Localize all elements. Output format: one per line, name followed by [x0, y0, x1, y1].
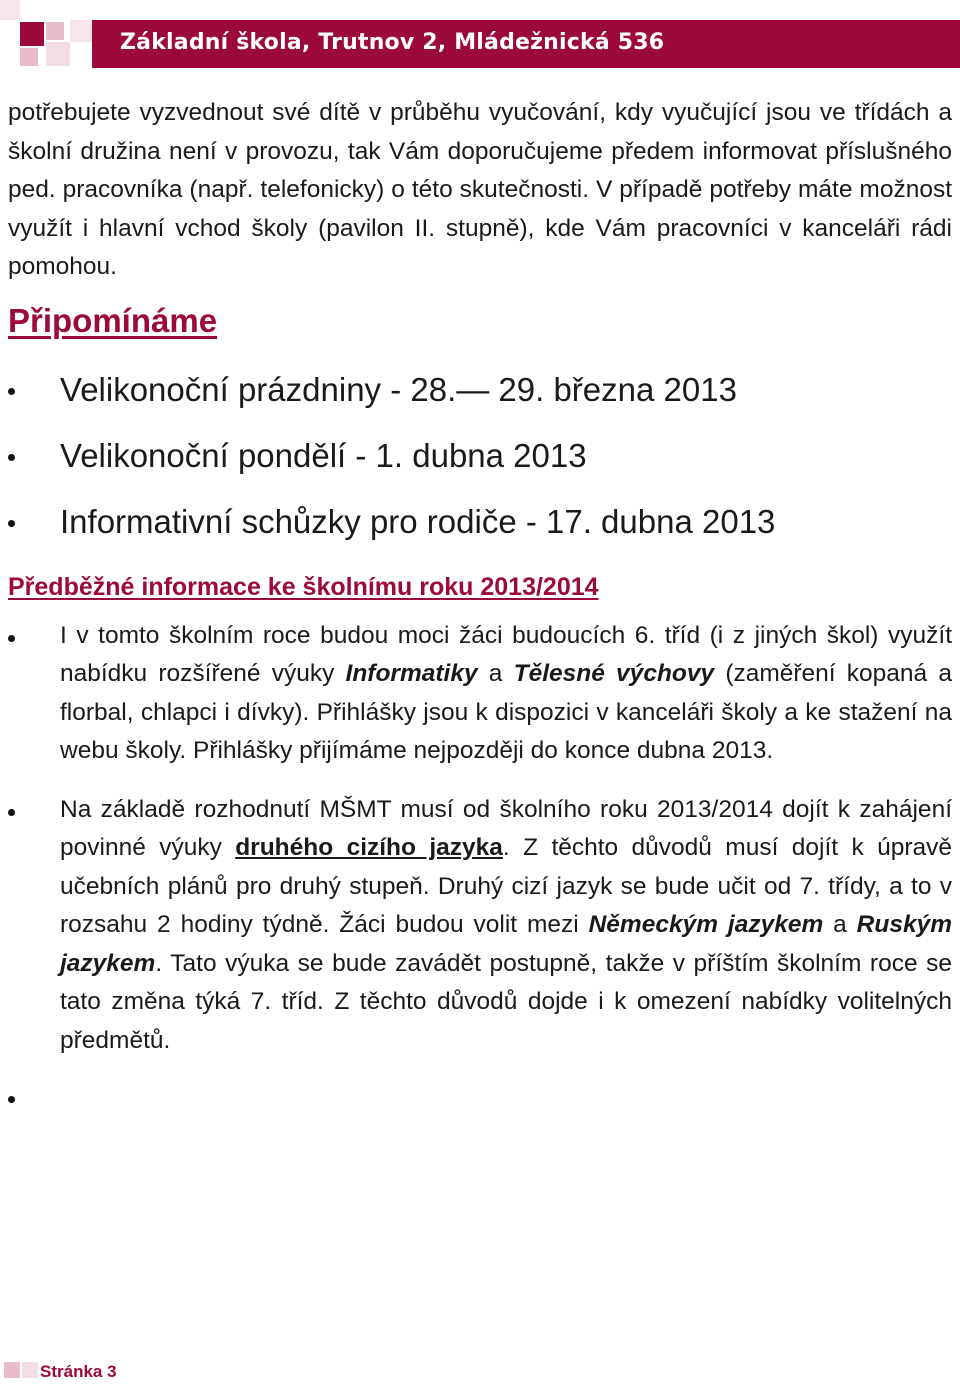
decor-square [22, 1362, 38, 1378]
page-footer [0, 1358, 300, 1386]
reminders-heading: Připomínáme [8, 301, 218, 339]
list-item-empty [8, 1078, 952, 1116]
list-item: Na základě rozhodnutí MŠMT musí od školního roku 2013/2014 dojít k zahájení povinné výuky druhého cizího jazyka. Z těchto důvodů musí dojít k úpravě učebních plánů pro druhý stupeň. Druhý cizí jazyk se bude učit od 7. třídy, a to v rozsahu 2 hodiny týdně. Žáci budou volit mezi Německým jazykem a Ruským jazykem. Tato výuka se bude zavádět postupně, takže v příštím školním roce se tato změna týká 7. tříd. Z těchto důvodů dojde i k omezení nabídky volitelných předmětů. [8, 791, 952, 1061]
decor-square [0, 0, 20, 20]
bullet-icon [8, 1096, 15, 1103]
decor-square [20, 48, 38, 66]
bullet-icon [8, 520, 15, 527]
list-item: Informativní schůzky pro rodiče - 17. dubna 2013 [8, 489, 952, 555]
page-number: Stránka 3 [40, 1362, 117, 1381]
bullet-icon [8, 388, 15, 395]
list-item: Velikonoční pondělí - 1. dubna 2013 [8, 423, 952, 489]
preliminary-list [8, 617, 952, 1117]
page-content [8, 94, 952, 1116]
decor-square [20, 22, 44, 46]
school-title: Základní škola, Trutnov 2, Mládežnická 536 [120, 30, 665, 55]
reminders-list [8, 357, 952, 555]
bullet-icon [8, 635, 15, 642]
list-item: I v tomto školním roce budou moci žáci budoucích 6. tříd (i z jiných škol) využít nabídku rozšířené výuky Informatiky a Tělesné výchovy (zaměření kopaná a florbal, chlapci i dívky). Přihlášky jsou k dispozici v kanceláři školy a ke stažení na webu školy. Přihlášky přijímáme nejpozději do konce dubna 2013. [8, 617, 952, 771]
decor-square [4, 1362, 20, 1378]
decor-square [46, 42, 70, 66]
page-header [0, 0, 960, 90]
decor-square [46, 22, 64, 40]
preliminary-heading: Předběžné informace ke školnímu roku 2013/2014 [8, 572, 599, 601]
intro-paragraph: potřebujete vyzvednout své dítě v průběhu vyučování, kdy vyučující jsou ve třídách a školní družina není v provozu, tak Vám doporučujeme předem informovat příslušného ped. pracovníka (např. telefonicky) o této skutečnosti. V případě potřeby máte možnost využít i hlavní vchod školy (pavilon II. stupně), kde Vám pracovníci v kanceláři rádi pomohou. [8, 99, 952, 280]
decor-square [70, 20, 92, 42]
bullet-icon [8, 454, 15, 461]
list-item: Velikonoční prázdniny - 28.— 29. března 2013 [8, 357, 952, 423]
bullet-icon [8, 809, 15, 816]
